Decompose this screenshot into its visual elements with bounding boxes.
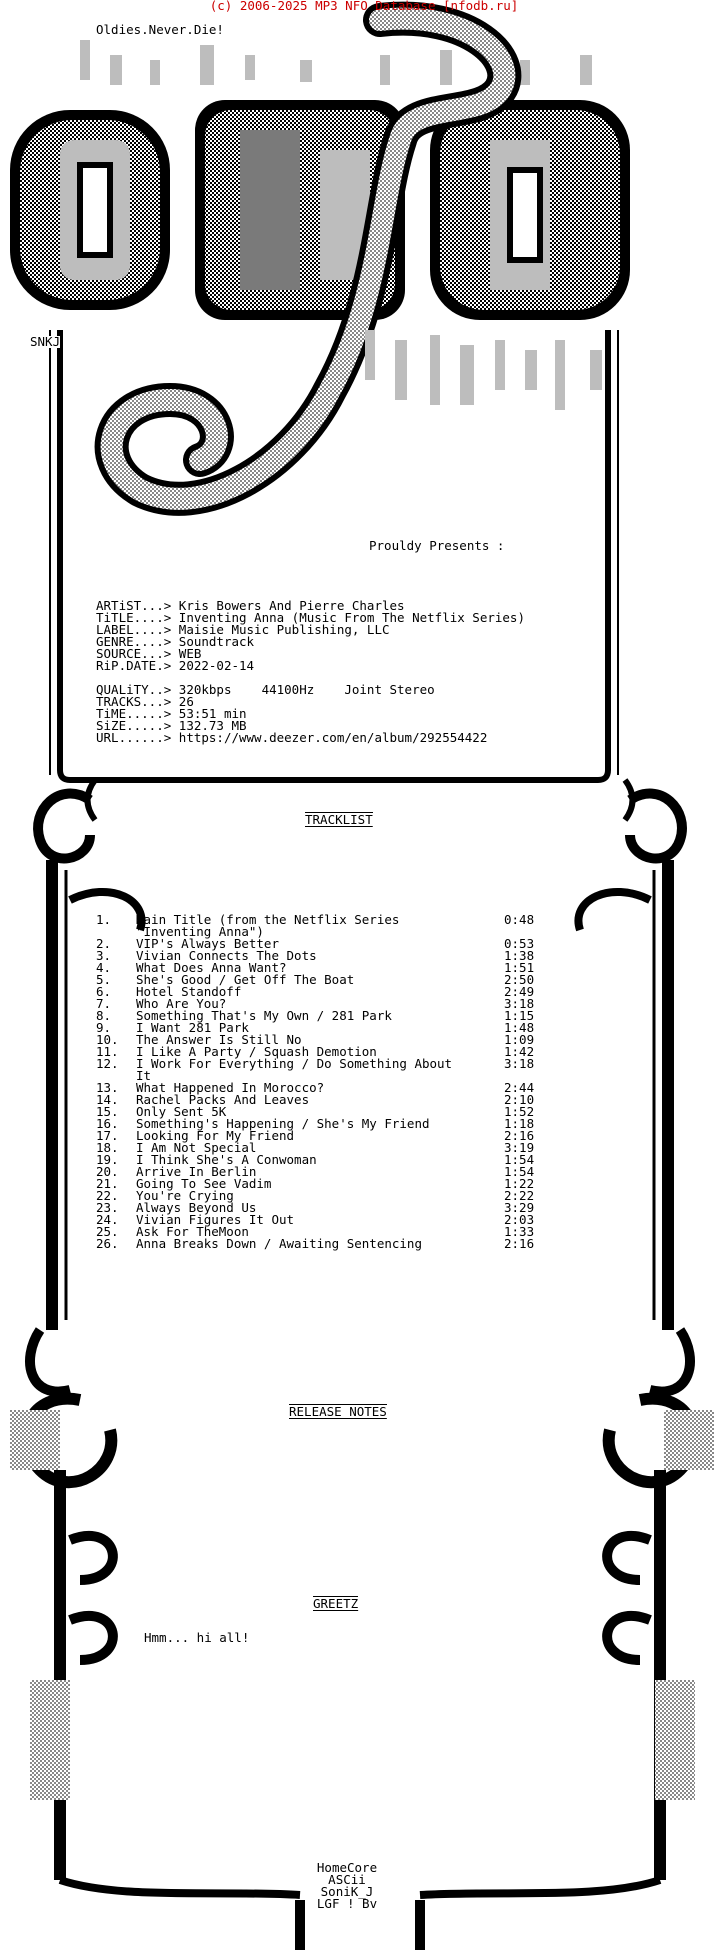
info-key: GENRE....> bbox=[96, 634, 172, 649]
track-time: 2:44 bbox=[504, 1080, 535, 1095]
info-value: Inventing Anna (Music From The Netflix Series) bbox=[171, 610, 525, 625]
track-title: Only Sent 5K bbox=[136, 1104, 227, 1119]
track-title: Something's Happening / She's My Friend bbox=[136, 1116, 430, 1131]
quality-key: TiME.....> bbox=[96, 706, 172, 721]
track-time: 3:18 bbox=[504, 1056, 535, 1071]
track-number: 21. bbox=[96, 1176, 119, 1191]
track-time: 2:22 bbox=[504, 1188, 535, 1203]
credits bbox=[312, 1862, 382, 1910]
track-number: 8. bbox=[96, 1008, 112, 1023]
track-title: Anna Breaks Down / Awaiting Sentencing bbox=[136, 1236, 422, 1251]
info-key: TiTLE....> bbox=[96, 610, 172, 625]
table-row bbox=[96, 1238, 546, 1250]
track-time: 2:49 bbox=[504, 984, 535, 999]
track-time: 2:03 bbox=[504, 1212, 535, 1227]
track-title: She's Good / Get Off The Boat bbox=[136, 972, 355, 987]
track-time: 1:54 bbox=[504, 1152, 535, 1167]
track-title: Main Title (from the Netflix Series bbox=[136, 912, 400, 927]
info-row bbox=[96, 660, 254, 672]
track-title: Going To See Vadim bbox=[136, 1176, 272, 1191]
track-title: Always Beyond Us bbox=[136, 1200, 257, 1215]
copyright-banner: (c) 2006-2025 MP3 NFO Database [nfodb.ru] bbox=[209, 0, 519, 13]
track-time: 1:18 bbox=[504, 1116, 535, 1131]
credit-line: LGF ! Bv bbox=[316, 1896, 378, 1911]
track-title: VIP's Always Better bbox=[136, 936, 279, 951]
track-number: 12. bbox=[96, 1056, 119, 1071]
track-time: 2:10 bbox=[504, 1092, 535, 1107]
quality-value: 132.73 MB bbox=[171, 718, 247, 733]
info-key: ARTiST...> bbox=[96, 598, 172, 613]
track-title: What Happened In Morocco? bbox=[136, 1080, 325, 1095]
credit-line: ASCii bbox=[328, 1872, 366, 1887]
track-number: 17. bbox=[96, 1128, 119, 1143]
lower-ornament-shading bbox=[10, 1410, 714, 1800]
track-title: What Does Anna Want? bbox=[136, 960, 287, 975]
track-title: I Like A Party / Squash Demotion bbox=[136, 1044, 377, 1059]
track-time: 1:22 bbox=[504, 1176, 535, 1191]
track-number: 9. bbox=[96, 1020, 112, 1035]
track-number: 2. bbox=[96, 936, 112, 951]
track-time: 2:16 bbox=[504, 1128, 535, 1143]
presents-label: Prouldy Presents : bbox=[369, 538, 505, 553]
artist-tag: SNKJ bbox=[30, 334, 61, 349]
info-value: WEB bbox=[171, 646, 202, 661]
info-value: Kris Bowers And Pierre Charles bbox=[171, 598, 405, 613]
logo-drips-bottom bbox=[365, 330, 602, 410]
credit-line: HomeCore bbox=[316, 1860, 378, 1875]
track-title: You're Crying bbox=[136, 1188, 234, 1203]
track-number: 4. bbox=[96, 960, 112, 975]
track-title: Something That's My Own / 281 Park bbox=[136, 1008, 392, 1023]
track-time: 2:16 bbox=[504, 1236, 535, 1251]
logo-letters bbox=[10, 100, 630, 320]
credit-line: SoniK_J bbox=[320, 1884, 374, 1899]
info-key: SOURCE...> bbox=[96, 646, 172, 661]
table-row bbox=[96, 1058, 546, 1070]
track-number: 7. bbox=[96, 996, 112, 1011]
tagline: Oldies.Never.Die! bbox=[96, 22, 224, 37]
quality-row bbox=[96, 732, 487, 744]
quality-key: TRACKS...> bbox=[96, 694, 172, 709]
track-number: 24. bbox=[96, 1212, 119, 1227]
info-value: Maisie Music Publishing, LLC bbox=[171, 622, 390, 637]
track-time: 3:19 bbox=[504, 1140, 535, 1155]
track-number: 5. bbox=[96, 972, 112, 987]
quality-key: SiZE.....> bbox=[96, 718, 172, 733]
greetz-text: Hmm... hi all! bbox=[144, 1630, 250, 1645]
track-title: Vivian Figures It Out bbox=[136, 1212, 295, 1227]
track-number: 14. bbox=[96, 1092, 119, 1107]
track-title: Rachel Packs And Leaves bbox=[136, 1092, 310, 1107]
track-title: I Work For Everything / Do Something About bbox=[136, 1056, 453, 1071]
quality-value: 320kbps 44100Hz Joint Stereo bbox=[171, 682, 435, 697]
track-title: Arrive In Berlin bbox=[136, 1164, 257, 1179]
track-number: 11. bbox=[96, 1044, 119, 1059]
track-title-continued: It bbox=[136, 1068, 152, 1083]
track-number: 15. bbox=[96, 1104, 119, 1119]
quality-key: QUALiTY..> bbox=[96, 682, 172, 697]
track-number: 26. bbox=[96, 1236, 119, 1251]
track-number: 10. bbox=[96, 1032, 119, 1047]
track-time: 1:48 bbox=[504, 1020, 535, 1035]
track-number: 23. bbox=[96, 1200, 119, 1215]
track-time: 1:15 bbox=[504, 1008, 535, 1023]
track-title: Hotel Standoff bbox=[136, 984, 242, 999]
track-time: 3:29 bbox=[504, 1200, 535, 1215]
track-title: Vivian Connects The Dots bbox=[136, 948, 317, 963]
track-number: 20. bbox=[96, 1164, 119, 1179]
quality-value: 26 bbox=[171, 694, 194, 709]
track-number: 25. bbox=[96, 1224, 119, 1239]
track-title: Ask For TheMoon bbox=[136, 1224, 249, 1239]
track-time: 1:33 bbox=[504, 1224, 535, 1239]
track-title: I Am Not Special bbox=[136, 1140, 257, 1155]
track-time: 0:48 bbox=[504, 912, 535, 927]
info-value: Soundtrack bbox=[171, 634, 255, 649]
track-time: 3:18 bbox=[504, 996, 535, 1011]
track-number: 3. bbox=[96, 948, 112, 963]
track-time: 1:09 bbox=[504, 1032, 535, 1047]
track-time: 0:53 bbox=[504, 936, 535, 951]
track-title: I Want 281 Park bbox=[136, 1020, 249, 1035]
track-time: 1:51 bbox=[504, 960, 535, 975]
track-title: The Answer Is Still No bbox=[136, 1032, 302, 1047]
track-time: 1:42 bbox=[504, 1044, 535, 1059]
track-number: 16. bbox=[96, 1116, 119, 1131]
track-number: 19. bbox=[96, 1152, 119, 1167]
quality-value: 53:51 min bbox=[171, 706, 247, 721]
track-title: Who Are You? bbox=[136, 996, 227, 1011]
track-time: 1:52 bbox=[504, 1104, 535, 1119]
track-number: 6. bbox=[96, 984, 112, 999]
tracklist-title: TRACKLIST bbox=[305, 812, 373, 827]
track-number: 13. bbox=[96, 1080, 119, 1095]
release-notes-title: RELEASE NOTES bbox=[289, 1404, 387, 1419]
track-number: 18. bbox=[96, 1140, 119, 1155]
track-time: 2:50 bbox=[504, 972, 535, 987]
track-title-continued: "Inventing Anna") bbox=[136, 924, 264, 939]
track-number: 22. bbox=[96, 1188, 119, 1203]
track-title: Looking For My Friend bbox=[136, 1128, 295, 1143]
quality-key: URL......> bbox=[96, 730, 172, 745]
track-time: 1:38 bbox=[504, 948, 535, 963]
info-value: 2022-02-14 bbox=[171, 658, 255, 673]
info-key: RiP.DATE.> bbox=[96, 658, 172, 673]
greetz-title: GREETZ bbox=[313, 1596, 359, 1611]
track-number: 1. bbox=[96, 912, 112, 927]
track-title: I Think She's A Conwoman bbox=[136, 1152, 317, 1167]
info-key: LABEL....> bbox=[96, 622, 172, 637]
quality-value: https://www.deezer.com/en/album/292554422 bbox=[171, 730, 488, 745]
track-time: 1:54 bbox=[504, 1164, 535, 1179]
